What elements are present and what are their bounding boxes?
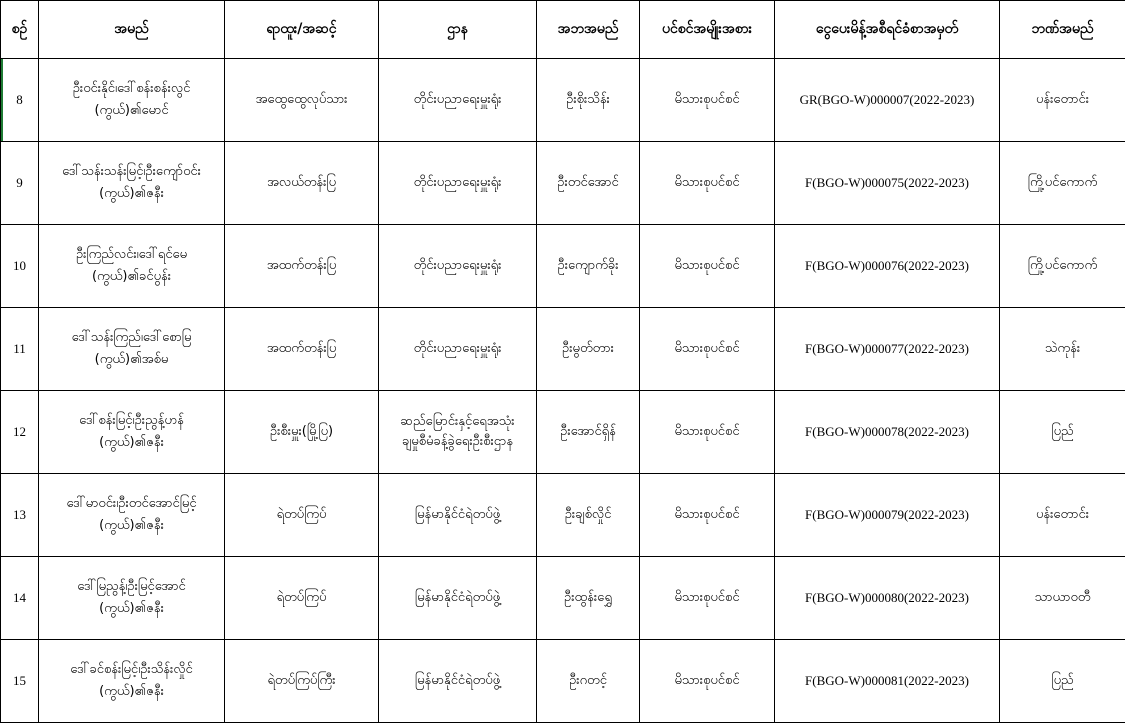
father-name: ဦးဂတင့် [537,640,640,723]
bank-name: သဲကုန်း [1000,308,1125,391]
header-name: အမည် [39,1,225,59]
bank-name: ပြည် [1000,640,1125,723]
row-number: 8 [1,59,39,142]
header-no: စဉ် [1,1,39,59]
beneficiary-name: ဦးကြည်လင်း၊ဒေါ်ရင်မေ (ကွယ်)၏ခင်ပွန်း [39,225,225,308]
report-number: F(BGO-W)000081(2022-2023) [775,640,1000,723]
department: တိုင်းပညာရေးမှူးရုံး [379,59,537,142]
rank: ဦးစီးမှူး(မြို့ပြ) [225,391,379,474]
department: တိုင်းပညာရေးမှူးရုံး [379,225,537,308]
pension-type: မိသားစုပင်စင် [640,391,775,474]
row-number: 12 [1,391,39,474]
father-name: ဦးမွတ်တား [537,308,640,391]
table-row [1,391,1125,474]
rank: အထွေထွေလုပ်သား [225,59,379,142]
beneficiary-name: ဒေါ်သန်းကြည်၊ဒေါ်စောမြ (ကွယ်)၏အစ်မ [39,308,225,391]
report-number: F(BGO-W)000077(2022-2023) [775,308,1000,391]
header-pension-type: ပင်စင်အမျိုးအစား [640,1,775,59]
report-number: F(BGO-W)000075(2022-2023) [775,142,1000,225]
row-number: 13 [1,474,39,557]
beneficiary-name: ဒေါ်မြညွန့်၊ဦးမြင့်အောင် (ကွယ်)၏ဇနီး [39,557,225,640]
father-name: ဦးတင်အောင် [537,142,640,225]
bank-name: ကြို့ပင်ကောက် [1000,142,1125,225]
table-row [1,59,1125,142]
report-number: F(BGO-W)000080(2022-2023) [775,557,1000,640]
pension-type: မိသားစုပင်စင် [640,59,775,142]
header-father-name: အဘအမည် [537,1,640,59]
father-name: ဦးချစ်လှိုင် [537,474,640,557]
row-number: 14 [1,557,39,640]
bank-name: ပန်းတောင်း [1000,474,1125,557]
bank-name: ပြည် [1000,391,1125,474]
department: တိုင်းပညာရေးမှူးရုံး [379,308,537,391]
table-row [1,474,1125,557]
pension-type: မိသားစုပင်စင် [640,640,775,723]
table-row [1,308,1125,391]
department: မြန်မာနိုင်ငံရဲတပ်ဖွဲ့ [379,474,537,557]
table-row [1,225,1125,308]
father-name: ဦးထွန်းရွှေ [537,557,640,640]
rank: ရဲတပ်ကြပ် [225,557,379,640]
bank-name: ပန်းတောင်း [1000,59,1125,142]
pension-type: မိသားစုပင်စင် [640,142,775,225]
bank-name: ကြို့ပင်ကောက် [1000,225,1125,308]
father-name: ဦးစိုးသိန်း [537,59,640,142]
header-report-number: ငွေပေးမိန့်အစီရင်ခံစာအမှတ် [775,1,1000,59]
table-row [1,142,1125,225]
pension-type: မိသားစုပင်စင် [640,474,775,557]
father-name: ဦးအောင်ရှိန် [537,391,640,474]
report-number: F(BGO-W)000078(2022-2023) [775,391,1000,474]
header-rank: ရာထူး/အဆင့် [225,1,379,59]
beneficiary-name: ဒေါ်ခင်စန်းမြင့်၊ဦးသိန်းလှိုင် (ကွယ်)၏ဇနီး [39,640,225,723]
father-name: ဦးကျောက်ခိုး [537,225,640,308]
table-row [1,557,1125,640]
row-number: 11 [1,308,39,391]
report-number: GR(BGO-W)000007(2022-2023) [775,59,1000,142]
rank: အထက်တန်းပြ [225,308,379,391]
pension-type: မိသားစုပင်စင် [640,557,775,640]
beneficiary-name: ဒေါ်စန်းမြင့်၊ဦးညွန့်ဟန် (ကွယ်)၏ဇနီး [39,391,225,474]
rank: ရဲတပ်ကြပ် [225,474,379,557]
pension-type: မိသားစုပင်စင် [640,308,775,391]
header-department: ဌာန [379,1,537,59]
department: မြန်မာနိုင်ငံရဲတပ်ဖွဲ့ [379,640,537,723]
pension-type: မိသားစုပင်စင် [640,225,775,308]
rank: ရဲတပ်ကြပ်ကြီး [225,640,379,723]
row-number: 15 [1,640,39,723]
beneficiary-name: ဒေါ်မာဝင်း၊ဦးတင်အောင်မြင့် (ကွယ်)၏ဇနီး [39,474,225,557]
table-row [1,640,1125,723]
beneficiary-name: ဦးဝင်းနိုင်၊ဒေါ်စန်းစန်းလွင် (ကွယ်)၏မောင် [39,59,225,142]
department: မြန်မာနိုင်ငံရဲတပ်ဖွဲ့ [379,557,537,640]
row-number: 10 [1,225,39,308]
bank-name: သာယာဝတီ [1000,557,1125,640]
header-row [1,1,1125,59]
header-bank: ဘဏ်အမည် [1000,1,1125,59]
report-number: F(BGO-W)000079(2022-2023) [775,474,1000,557]
rank: အလယ်တန်းပြ [225,142,379,225]
rank: အထက်တန်းပြ [225,225,379,308]
department: ဆည်မြောင်းနှင့်ရေအသုံး ချမှုစီမံခန့်ခွဲရေးဦးစီးဌာန [379,391,537,474]
department: တိုင်းပညာရေးမှူးရုံး [379,142,537,225]
beneficiary-name: ဒေါ်သန်းသန်းမြင့်၊ဦးကျော်ဝင်း (ကွယ်)၏ဇနီး [39,142,225,225]
row-number: 9 [1,142,39,225]
report-number: F(BGO-W)000076(2022-2023) [775,225,1000,308]
